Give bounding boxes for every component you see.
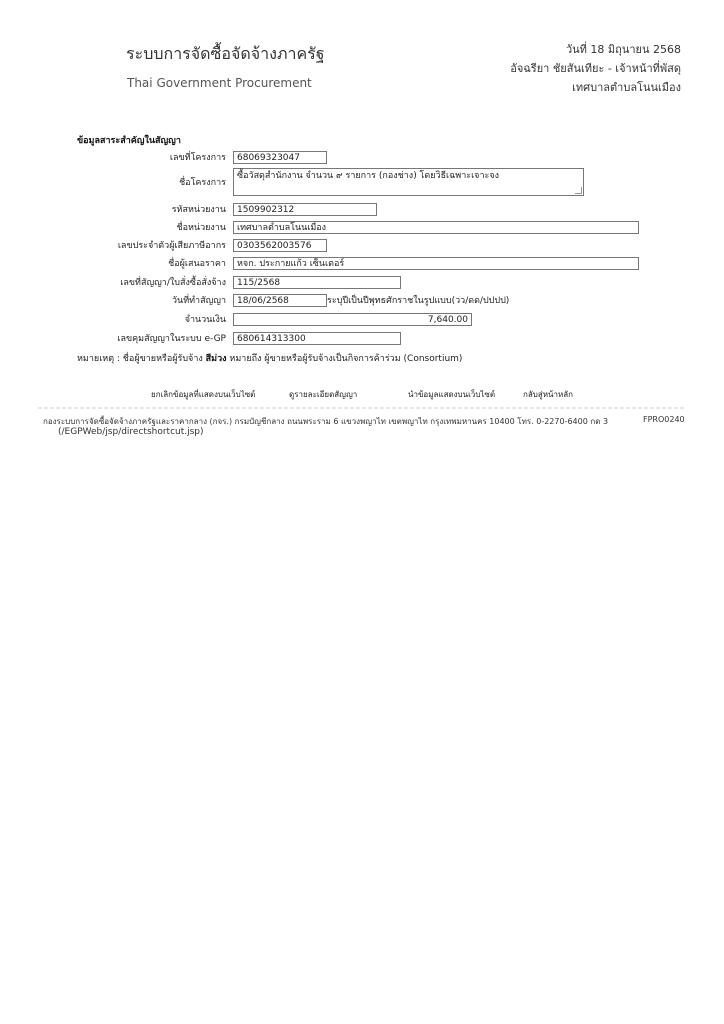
- contract-no-field[interactable]: 115/2568: [233, 276, 401, 289]
- footer-address: กองระบบการจัดซื้อจัดจ้างภาครัฐและราคากลาง (กจร.) กรมบัญชีกลาง ถนนพระราม 6 แขวงพญาไท เขตพญาไท กรุงเทพมหานคร 10400 โทร. 0-2270-6400 กด 3: [43, 417, 609, 426]
- view-detail-link[interactable]: ดูรายละเอียดสัญญา: [289, 390, 358, 399]
- page-code: FPRO0240: [643, 415, 685, 424]
- date-format-hint: ระบุปีเป็นปีพุทธศักราชในรูปแบบ(วว/ดด/ปปปป): [327, 296, 510, 306]
- label-project-no: เลขที่โครงการ: [169, 153, 226, 163]
- footer-url: (/EGPWeb/jsp/directshortcut.jsp): [58, 427, 204, 437]
- project-no-field[interactable]: 68069323047: [233, 151, 327, 164]
- remark-prefix: หมายเหตุ : ชื่อผู้ขายหรือผู้รับจ้าง: [77, 354, 203, 364]
- footer-divider: [38, 407, 686, 409]
- egp-control-no-field[interactable]: 680614313300: [233, 332, 401, 345]
- label-bidder-name: ชื่อผู้เสนอราคา: [168, 259, 226, 269]
- tax-id-field[interactable]: 0303562003576: [233, 239, 327, 252]
- agency-code-field[interactable]: 1509902312: [233, 203, 377, 216]
- user-info: [510, 40, 681, 97]
- project-name-text: ซื้อวัสดุสำนักงาน จำนวน ๙ รายการ (กองช่าง) โดยวิธีเฉพาะเจาะจง: [237, 171, 499, 181]
- label-agency-code: รหัสหน่วยงาน: [171, 205, 226, 215]
- project-name-field[interactable]: [233, 168, 584, 196]
- current-date: วันที่ 18 มิถุนายน 2568: [565, 43, 681, 56]
- label-egp-control-no: เลขคุมสัญญาในระบบ e-GP: [117, 334, 226, 344]
- label-agency-name: ชื่อหน่วยงาน: [176, 223, 226, 233]
- remark-highlight: สีม่วง: [205, 354, 227, 364]
- amount-field[interactable]: 7,640.00: [233, 313, 472, 326]
- label-contract-no: เลขที่สัญญา/ใบสั่งซื้อสั่งจ้าง: [120, 278, 226, 288]
- publish-link[interactable]: นำข้อมูลแสดงบนเว็บไซต์: [408, 390, 496, 399]
- bidder-name-field[interactable]: หจก. ประกายแก้ว เซ็นเตอร์: [233, 257, 639, 270]
- system-subtitle: Thai Government Procurement: [127, 76, 312, 90]
- cancel-display-link[interactable]: ยกเลิกข้อมูลที่แสดงบนเว็บไซต์: [151, 390, 256, 399]
- remark-note: [77, 351, 462, 365]
- label-contract-date: วันที่ทำสัญญา: [171, 296, 226, 306]
- resize-grip-icon[interactable]: [575, 187, 582, 194]
- user-agency: เทศบาลตำบลโนนเมือง: [572, 81, 681, 94]
- back-home-link[interactable]: กลับสู่หน้าหลัก: [523, 390, 573, 399]
- section-title: ข้อมูลสาระสำคัญในสัญญา: [77, 136, 181, 146]
- agency-name-field[interactable]: เทศบาลตำบลโนนเมือง: [233, 221, 639, 234]
- label-project-name: ชื่อโครงการ: [179, 178, 226, 188]
- remark-suffix: หมายถึง ผู้ขายหรือผู้รับจ้างเป็นกิจการค้าร่วม (Consortium): [229, 354, 463, 364]
- label-tax-id: เลขประจำตัวผู้เสียภาษีอากร: [117, 241, 226, 251]
- system-title: ระบบการจัดซื้อจัดจ้างภาครัฐ: [126, 44, 325, 63]
- label-amount: จำนวนเงิน: [184, 315, 226, 325]
- user-name: อัจฉรียา ชัยสันเทียะ - เจ้าหน้าที่พัสดุ: [510, 62, 681, 75]
- contract-date-field[interactable]: 18/06/2568: [233, 294, 327, 307]
